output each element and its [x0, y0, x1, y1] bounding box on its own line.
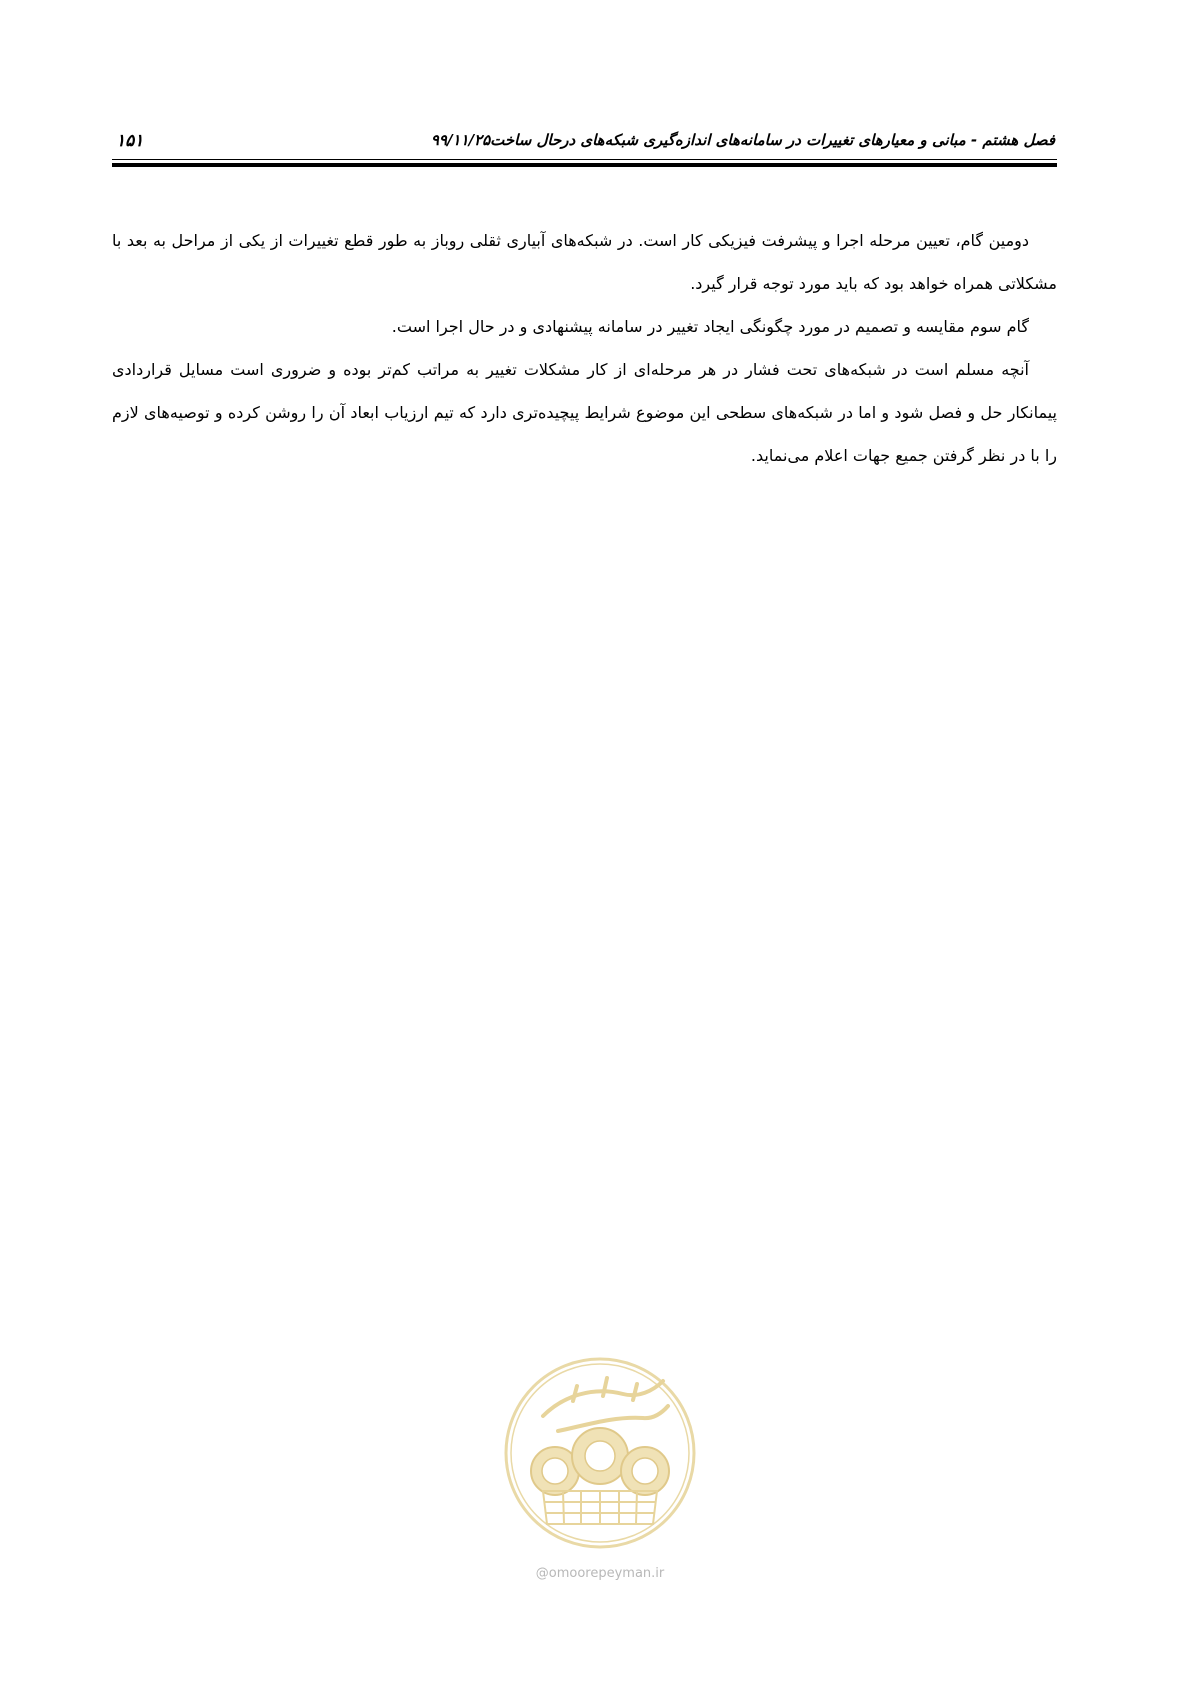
page-header [112, 127, 1057, 157]
paragraph-1: دومین گام، تعیین مرحله اجرا و پیشرفت فیزیکی کار است. در شبکه‌های آبیاری ثقلی روباز به طور قطع تغییرات از یکی از مراحل به بعد با مشکلاتی همراه خواهد بود که باید مورد توجه قرار گیرد. [112, 231, 1057, 293]
chapter-title: فصل هشتم - مبانی و معیارهای تغییرات در سامانه‌های اندازه‌گیری شبکه‌های درحال ساخت [490, 131, 1055, 149]
body-text [112, 219, 1057, 477]
paragraph-3: آنچه مسلم است در شبکه‌های تحت فشار در هر مرحله‌ای از کار مشکلات تغییر به مراتب کم‌تر بوده و ضروری است مسایل قراردادی پیمانکار حل و فصل شود و اما در شبکه‌های سطحی این موضوع شرایط پیچیده‌تری دارد که تیم ارزیاب ابعاد آن را روشن کرده و توصیه‌های لازم را با در نظر گرفتن جمیع جهات اعلام می‌نماید. [112, 360, 1057, 465]
grid-icon [543, 1491, 657, 1524]
page-number: ۱۵۱ [116, 131, 144, 151]
header-rule-thin [112, 159, 1057, 160]
running-title [409, 131, 1055, 149]
watermark-url: @omoorepeyman.ir [535, 1566, 665, 1581]
logo-calligraphy [543, 1378, 668, 1431]
paragraph-2: گام سوم مقایسه و تصمیم در مورد چگونگی ایجاد تغییر در سامانه پیشنهادی و در حال اجرا است. [391, 317, 1029, 336]
header-date: ۹۹/۱۱/۲۵ [430, 131, 491, 149]
watermark-logo [503, 1356, 697, 1550]
header-rule-thick [112, 163, 1057, 167]
